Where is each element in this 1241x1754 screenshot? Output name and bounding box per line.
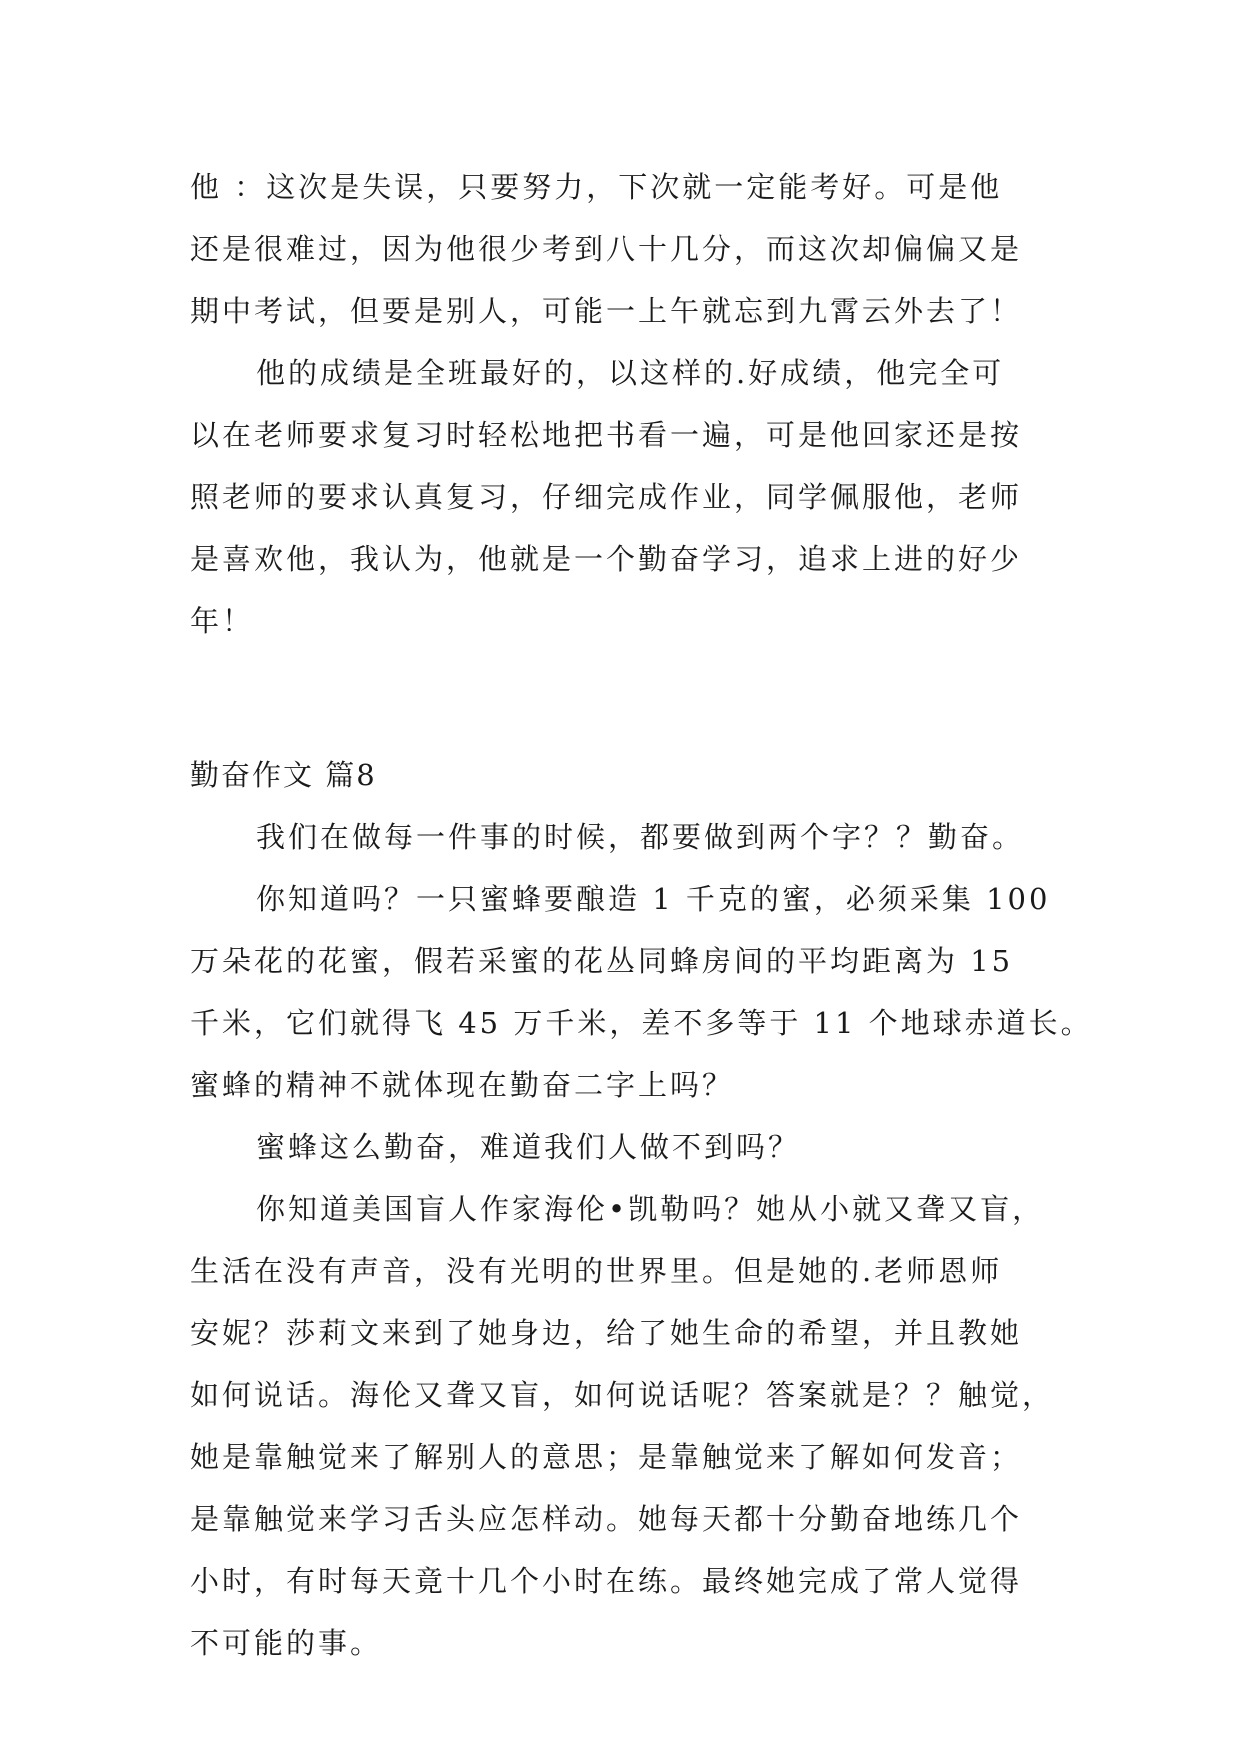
document-body (190, 156, 1093, 1674)
text-line: 期中考试，但要是别人，可能一上午就忘到九霄云外去了！ (190, 294, 1023, 328)
text-line: 我们在做每一件事的时候，都要做到两个字？？勤奋。 (256, 820, 1025, 854)
text-line: 万朵花的花蜜，假若采蜜的花丛同蜂房间的平均距离为 15 (190, 944, 1014, 978)
text-line: 你知道吗？一只蜜蜂要酿造 1 千克的蜜，必须采集 100 (256, 882, 1051, 916)
text-line: 小时，有时每天竟十几个小时在练。最终她完成了常人觉得 (190, 1564, 1023, 1598)
paragraph (190, 868, 1093, 1116)
text-line: 以在老师要求复习时轻松地把书看一遍，可是他回家还是按 (190, 418, 1023, 452)
paragraph (190, 806, 1070, 868)
text-line: 不可能的事。 (190, 1626, 383, 1660)
text-line: 你知道美国盲人作家海伦•凯勒吗？她从小就又聋又盲， (256, 1192, 1045, 1226)
text-line: 他的成绩是全班最好的，以这样的.好成绩，他完全可 (256, 356, 1005, 390)
text-line: 如何说话。海伦又聋又盲，如何说话呢？答案就是？？触觉， (190, 1378, 1055, 1412)
text-line: 他 ：这次是失误，只要努力，下次就一定能考好。可是他 (190, 170, 1003, 204)
text-line: 是喜欢他，我认为，他就是一个勤奋学习，追求上进的好少 (190, 542, 1023, 576)
text-line: 年！ (190, 604, 255, 638)
text-line: 生活在没有声音，没有光明的世界里。但是她的.老师恩师 (190, 1254, 1003, 1288)
text-line: 千米，它们就得飞 45 万千米，差不多等于 11 个地球赤道长。 (190, 1006, 1093, 1040)
text-line: 是靠触觉来学习舌头应怎样动。她每天都十分勤奋地练几个 (190, 1502, 1023, 1536)
section-gap (190, 652, 1070, 744)
text-line: 照老师的要求认真复习，仔细完成作业，同学佩服他，老师 (190, 480, 1023, 514)
paragraph (190, 156, 1070, 342)
text-line: 蜜蜂这么勤奋，难道我们人做不到吗？ (256, 1130, 801, 1164)
text-line: 她是靠触觉来了解别人的意思；是靠触觉来了解如何发音； (190, 1440, 1023, 1474)
paragraph (190, 1178, 1070, 1674)
paragraph (190, 1116, 1070, 1178)
text-line: 蜜蜂的精神不就体现在勤奋二字上吗？ (190, 1068, 735, 1102)
text-line: 安妮？莎莉文来到了她身边，给了她生命的希望，并且教她 (190, 1316, 1023, 1350)
section-heading: 勤奋作文 篇8 (190, 758, 377, 792)
text-line: 还是很难过，因为他很少考到八十几分，而这次却偏偏又是 (190, 232, 1023, 266)
paragraph (190, 342, 1070, 652)
